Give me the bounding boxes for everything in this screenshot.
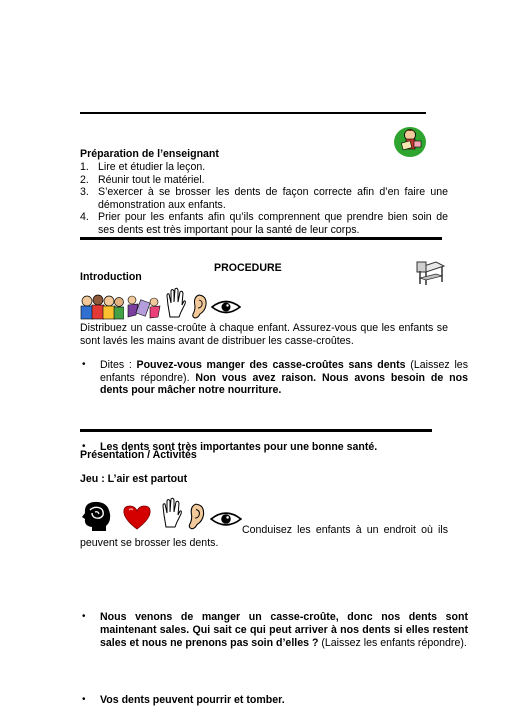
top-rule <box>80 112 426 114</box>
bullet-dot: • <box>82 359 86 370</box>
prep-steps <box>80 161 448 237</box>
game-title: Jeu : L’air est partout <box>80 473 188 485</box>
list-item: 4. Prier pour les enfants afin qu’ils comprennent que prendre bien soin de ses dents est très important pour la santé de leur corps. <box>80 211 448 236</box>
activity-lead-text: Conduisez les enfants à un endroit où ils peuvent se brosser les dents. <box>80 524 448 549</box>
procedure-bullet-1: • Dites : Pouvez-vous manger des casse-croûtes sans dents (Laissez les enfants répondre). Non vous avez raison. Nous avons besoin de nos dents pour mâcher notre nourriture. <box>82 359 469 397</box>
introduction-title: Introduction <box>80 271 142 283</box>
hand-icon <box>164 287 186 319</box>
children-group-icon <box>80 293 124 321</box>
section-rule <box>80 429 432 432</box>
intro-icon-row <box>80 287 240 323</box>
eye-icon <box>211 299 241 315</box>
section-rule <box>80 237 442 240</box>
procedure-heading: PROCEDURE <box>214 262 282 274</box>
presentation-title: Présentation / Activités <box>80 449 197 461</box>
procedure-bullet-2: • Les dents sont très importantes pour une bonne santé. <box>82 440 378 453</box>
intro-paragraph: Distribuez un casse-croûte à chaque enfant. Assurez-vous que les enfants se sont lavés les mains avant de distribuer les casse-croûtes. <box>80 322 448 347</box>
list-item: 2. Réunir tout le matériel. <box>80 173 205 186</box>
prep-title: Préparation de l’enseignant <box>80 148 219 160</box>
school-desk-icon <box>414 258 446 288</box>
bullet-dot: • <box>82 440 86 452</box>
bullet-dot: • <box>82 694 86 706</box>
child-running-icon <box>124 295 162 321</box>
list-item: 3. S’exercer à se brosser les dents de façon correcte afin d’en faire une démonstration aux enfants. <box>80 186 448 211</box>
teacher-reading-icon <box>393 124 427 158</box>
ear-icon <box>190 293 208 321</box>
list-item: 1. Lire et étudier la leçon. <box>80 161 206 173</box>
bullet-dot: • <box>82 611 86 623</box>
presentation-bullet-1: • Nous venons de manger un casse-croûte, donc nos dents sont maintenant sales. Qui sait ce qui peut arriver à nos dents si elles restent sales et nous ne prenons pas soin d’elles ? (Laissez les enfants répondre). <box>82 611 468 649</box>
presentation-bullet-2: • Vos dents peuvent pourrir et tomber. <box>82 694 285 707</box>
